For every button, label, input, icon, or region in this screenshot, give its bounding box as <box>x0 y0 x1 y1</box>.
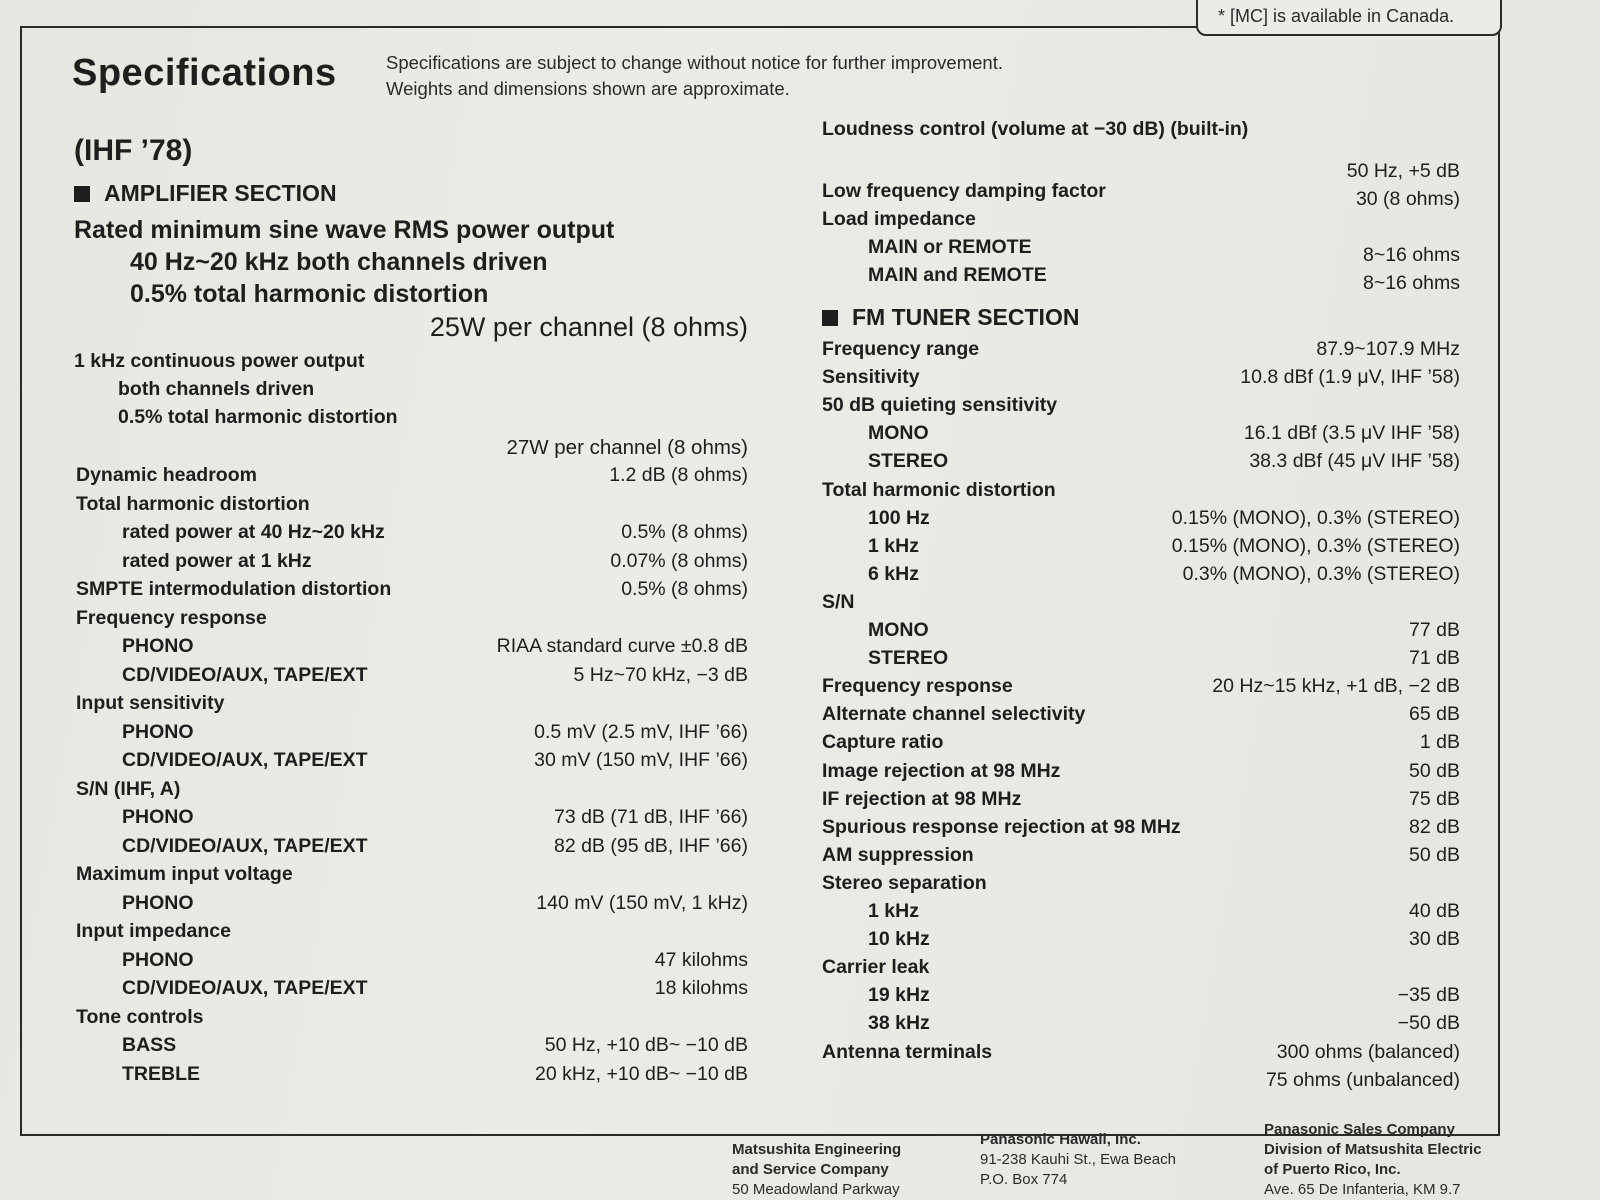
pr-address-line: Ave. 65 De Infanteria, KM 9.7 <box>1264 1181 1461 1198</box>
spec-label: STEREO <box>868 450 949 473</box>
spec-value: 18 kilohms <box>654 977 748 999</box>
pr-name-line-2: Division of Matsushita Electric <box>1264 1141 1482 1158</box>
spec-label: SMPTE intermodulation distortion <box>76 578 392 600</box>
header-note-line-2: Weights and dimensions shown are approximate. <box>386 78 790 99</box>
spec-value: 30 mV (150 mV, IHF ’66) <box>534 749 748 771</box>
pr-name-line-3: of Puerto Rico, Inc. <box>1264 1161 1401 1178</box>
spec-value: 47 kilohms <box>654 948 748 971</box>
spec-label: Total harmonic distortion <box>822 478 1056 501</box>
spec-label: Input impedance <box>76 920 231 942</box>
main-or-remote-label: MAIN or REMOTE <box>868 236 1032 258</box>
spec-label: Maximum input voltage <box>76 863 293 885</box>
spec-value: 0.5% (8 ohms) <box>621 521 748 543</box>
spec-label: Capture ratio <box>822 731 944 754</box>
spec-value: 0.07% (8 ohms) <box>610 549 748 572</box>
spec-label: Frequency response <box>822 675 1013 698</box>
spec-label: PHONO <box>122 720 194 743</box>
spec-value: 87.9~107.9 MHz <box>1316 338 1460 360</box>
spec-label: 38 kHz <box>868 1012 930 1035</box>
continuous-output-value: 27W per channel (8 ohms) <box>506 436 748 459</box>
spec-value: 82 dB <box>1409 815 1460 838</box>
hawaii-address-line-2: P.O. Box 774 <box>980 1171 1068 1188</box>
mesc-name-line-1: Matsushita Engineering <box>732 1141 902 1158</box>
amplifier-section-title: AMPLIFIER SECTION <box>74 180 337 207</box>
spec-value: 20 Hz~15 kHz, +1 dB, −2 dB <box>1212 675 1460 698</box>
spec-label: Total harmonic distortion <box>76 492 310 515</box>
spec-value: 40 dB <box>1409 900 1460 922</box>
spec-value: 75 ohms (unbalanced) <box>1265 1068 1460 1091</box>
hawaii-name: Panasonic Hawaii, Inc. <box>980 1131 1141 1148</box>
spec-label: 10 kHz <box>868 928 930 951</box>
rated-output-line-3: 0.5% total harmonic distortion <box>130 280 489 308</box>
spec-value: 1 dB <box>1419 731 1460 754</box>
spec-label: MONO <box>868 619 929 641</box>
spec-value: 77 dB <box>1409 619 1460 641</box>
spec-label: TREBLE <box>122 1062 200 1085</box>
spec-value: 0.15% (MONO), 0.3% (STEREO) <box>1171 506 1460 529</box>
spec-value: 82 dB (95 dB, IHF ’66) <box>553 834 748 857</box>
spec-label: 19 kHz <box>868 984 930 1007</box>
spec-label: CD/VIDEO/AUX, TAPE/EXT <box>122 834 368 857</box>
spec-label: 1 kHz <box>868 900 919 922</box>
spec-value: 0.3% (MONO), 0.3% (STEREO) <box>1182 562 1460 585</box>
main-and-remote-label: MAIN and REMOTE <box>868 264 1047 286</box>
spec-label: Alternate channel selectivity <box>822 703 1086 726</box>
rated-output-line-2: 40 Hz~20 kHz both channels driven <box>130 248 548 276</box>
spec-value: 0.5 mV (2.5 mV, IHF ’66) <box>534 720 748 743</box>
damping-factor-value: 30 (8 ohms) <box>1355 188 1460 210</box>
spec-label: rated power at 40 Hz~20 kHz <box>122 521 385 543</box>
load-impedance-label: Load impedance <box>822 208 976 230</box>
spec-label: rated power at 1 kHz <box>122 549 312 572</box>
rated-output-value: 25W per channel (8 ohms) <box>429 312 748 342</box>
spec-label: Input sensitivity <box>76 692 225 714</box>
mesc-address-line: 50 Meadowland Parkway <box>732 1181 900 1198</box>
footer-address-hawaii <box>980 1130 1176 1190</box>
spec-label: CD/VIDEO/AUX, TAPE/EXT <box>122 977 368 999</box>
spec-label: PHONO <box>122 948 194 971</box>
spec-value: 5 Hz~70 kHz, −3 dB <box>573 663 748 686</box>
canada-note: * [MC] is available in Canada. <box>1218 6 1455 26</box>
loudness-value: 50 Hz, +5 dB <box>1346 160 1460 182</box>
spec-label: PHONO <box>122 891 194 914</box>
spec-value: 20 kHz, +10 dB~ −10 dB <box>534 1062 748 1085</box>
spec-label: 1 kHz <box>868 534 919 557</box>
continuous-output-line-3: 0.5% total harmonic distortion <box>118 406 398 428</box>
spec-value: 50 Hz, +10 dB~ −10 dB <box>544 1034 748 1056</box>
spec-value: −35 dB <box>1397 984 1460 1007</box>
continuous-output-line-1: 1 kHz continuous power output <box>74 350 365 372</box>
spec-value: 38.3 dBf (45 μV IHF ’58) <box>1249 450 1460 473</box>
spec-label: Sensitivity <box>822 366 920 389</box>
spec-label: Carrier leak <box>822 956 930 979</box>
spec-value: 300 ohms (balanced) <box>1276 1040 1460 1063</box>
page-title: Specifications <box>72 52 337 94</box>
spec-value: 65 dB <box>1409 703 1460 726</box>
spec-value: 71 dB <box>1409 647 1460 670</box>
header-note-line-1: Specifications are subject to change without notice for further improvement. <box>386 52 1003 73</box>
spec-label: Dynamic headroom <box>76 464 257 486</box>
spec-label: MONO <box>868 422 929 445</box>
spec-value: 50 dB <box>1409 759 1460 782</box>
spec-label: 100 Hz <box>868 506 930 529</box>
spec-label: Tone controls <box>76 1005 204 1028</box>
hawaii-address-line-1: 91-238 Kauhi St., Ewa Beach <box>980 1151 1176 1168</box>
spec-label: Spurious response rejection at 98 MHz <box>822 815 1181 838</box>
loudness-label: Loudness control (volume at −30 dB) (built-in) <box>822 118 1249 140</box>
spec-label: Frequency range <box>822 338 980 360</box>
spec-label: STEREO <box>868 647 949 670</box>
damping-factor-label: Low frequency damping factor <box>822 180 1106 202</box>
spec-value: 0.15% (MONO), 0.3% (STEREO) <box>1171 534 1460 557</box>
spec-value: 50 dB <box>1409 843 1460 866</box>
canada-note-box <box>1196 0 1502 36</box>
spec-value: 0.5% (8 ohms) <box>621 578 748 600</box>
spec-value: 1.2 dB (8 ohms) <box>609 464 748 486</box>
spec-label: BASS <box>122 1034 177 1056</box>
spec-value: 73 dB (71 dB, IHF ’66) <box>553 806 748 828</box>
spec-label: Frequency response <box>76 606 267 629</box>
spec-value: 140 mV (150 mV, 1 kHz) <box>536 891 748 914</box>
mesc-name-line-2: and Service Company <box>732 1161 889 1178</box>
main-or-remote-value: 8~16 ohms <box>1362 244 1460 266</box>
spec-label: Image rejection at 98 MHz <box>822 759 1061 782</box>
rated-output-line-1: Rated minimum sine wave RMS power output <box>74 216 615 244</box>
fm-section-title: FM TUNER SECTION <box>822 304 1079 331</box>
pr-name-line-1: Panasonic Sales Company <box>1264 1121 1455 1138</box>
spec-label: Stereo separation <box>822 871 987 894</box>
spec-label: CD/VIDEO/AUX, TAPE/EXT <box>122 749 368 771</box>
footer-address-puerto-rico <box>1264 1120 1482 1200</box>
spec-value: −50 dB <box>1397 1012 1460 1035</box>
spec-value: 30 dB <box>1409 928 1460 951</box>
continuous-output-line-2: both channels driven <box>118 378 315 400</box>
spec-value: RIAA standard curve ±0.8 dB <box>496 635 748 657</box>
spec-value: 10.8 dBf (1.9 μV, IHF ’58) <box>1240 366 1460 389</box>
spec-label: 6 kHz <box>868 562 919 585</box>
spec-label: CD/VIDEO/AUX, TAPE/EXT <box>122 663 368 686</box>
spec-value: 75 dB <box>1409 787 1460 810</box>
spec-label: S/N <box>822 590 855 613</box>
spec-label: PHONO <box>122 806 194 828</box>
spec-value: 16.1 dBf (3.5 μV IHF ’58) <box>1243 422 1460 445</box>
footer-address-mesc <box>732 1140 901 1200</box>
spec-label: S/N (IHF, A) <box>76 777 181 800</box>
spec-label: PHONO <box>122 635 194 657</box>
spec-label: Antenna terminals <box>822 1040 993 1063</box>
spec-label: IF rejection at 98 MHz <box>822 787 1022 810</box>
standard-label: (IHF ’78) <box>74 134 193 167</box>
main-and-remote-value: 8~16 ohms <box>1362 272 1460 294</box>
spec-label: AM suppression <box>822 843 974 866</box>
spec-label: 50 dB quieting sensitivity <box>822 394 1058 417</box>
